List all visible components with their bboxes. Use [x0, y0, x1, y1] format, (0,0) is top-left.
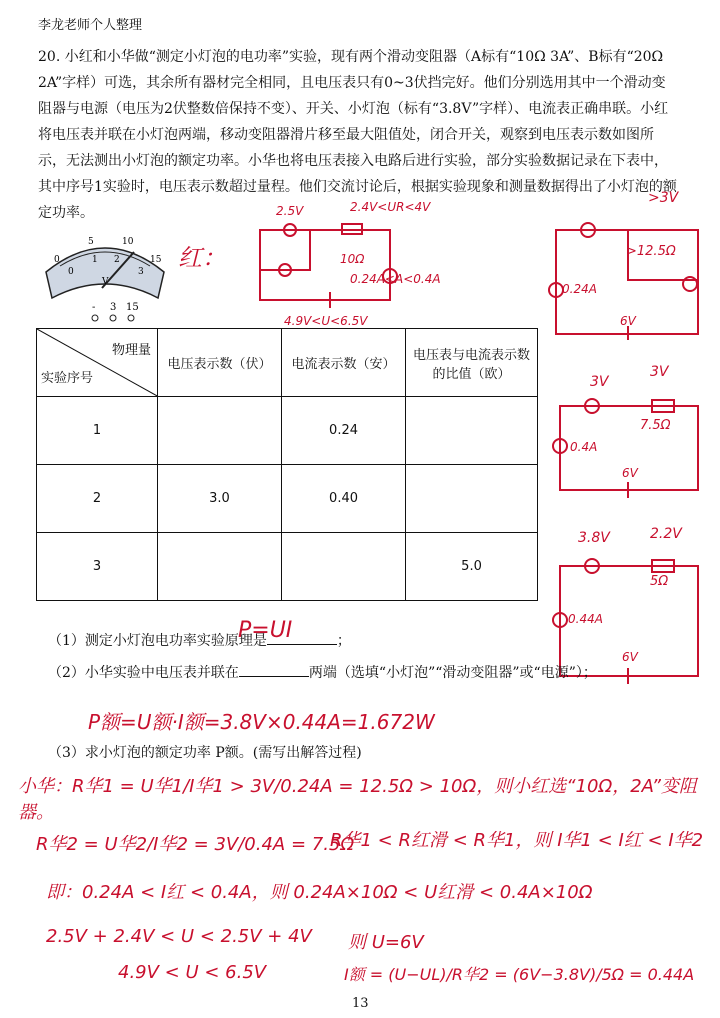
row-i: 0.24 — [282, 397, 406, 465]
row-no: 1 — [37, 397, 158, 465]
table-row — [37, 465, 538, 533]
scale-bot-0: 0 — [68, 267, 74, 277]
row-v — [158, 533, 282, 601]
c2-res: >12.5Ω — [626, 244, 676, 259]
c1-bottom: 4.9V<U<6.5V — [284, 314, 368, 328]
solution-line-1: 小华：R华1 = U华1/I华1 > 3V/0.24A = 12.5Ω > 10Ω，则小红选“10Ω，2A”变阻器。 — [18, 776, 697, 823]
terminal-15: 15 — [126, 302, 139, 313]
row-no: 2 — [37, 465, 158, 533]
c2-top: >3V — [648, 190, 679, 206]
table-corner — [37, 329, 158, 397]
c4-v1: 3.8V — [578, 530, 610, 546]
c3-src: 6V — [622, 466, 638, 480]
scale-top-10: 10 — [122, 237, 134, 247]
row-r — [406, 397, 538, 465]
col-ratio: 电压表与电流表示数的比值（欧） — [406, 329, 538, 397]
problem-number: 20. — [38, 49, 61, 65]
c2-src: 6V — [620, 314, 636, 328]
c4-amp: 0.44A — [568, 612, 603, 626]
c3-res: 7.5Ω — [640, 418, 671, 433]
solution-line-4: 2.5V + 2.4V < U < 2.5V + 4V — [46, 926, 312, 947]
terminal-3: 3 — [110, 302, 117, 313]
table-row — [37, 397, 538, 465]
row-i: 0.40 — [282, 465, 406, 533]
question-2 — [48, 662, 597, 682]
q1-text: （1）测定小灯泡电功率实验原理是 — [48, 633, 267, 649]
row-r: 5.0 — [406, 533, 538, 601]
table-row — [37, 533, 538, 601]
c1-res: 10Ω — [340, 252, 365, 266]
solution-line-5: 4.9V < U < 6.5V — [118, 962, 267, 983]
col-current: 电流表示数（安） — [282, 329, 406, 397]
scale-top-15: 15 — [150, 255, 162, 265]
solution-line-5b: I额 = (U−UL)/R华2 = (6V−3.8V)/5Ω = 0.44A — [344, 965, 695, 984]
c3-v1: 3V — [590, 374, 609, 390]
scale-bot-1: 1 — [92, 255, 98, 265]
scale-top-5: 5 — [88, 237, 94, 247]
corner-bottom: 实验序号 — [41, 371, 94, 386]
c1-top-right: 2.4V<UR<4V — [350, 200, 431, 214]
row-v: 3.0 — [158, 465, 282, 533]
row-no: 3 — [37, 533, 158, 601]
answer-1: P=UI — [238, 618, 293, 643]
solution-line-4b: 则 U=6V — [348, 932, 424, 953]
terminal-minus: - — [92, 302, 96, 313]
data-table — [36, 328, 538, 601]
c4-v2: 2.2V — [650, 526, 682, 542]
page-number: 13 — [352, 996, 369, 1011]
solution-line-2: R华2 = U华2/I华2 = 3V/0.4A = 7.5Ω — [36, 834, 355, 855]
scale-top-0: 0 — [54, 255, 60, 265]
solution-line-2b: R华1 < R红滑 < R华1，则 I华1 < I红 < I华2 — [330, 830, 704, 851]
c4-res: 5Ω — [650, 574, 669, 589]
scale-bot-2: 2 — [114, 255, 120, 265]
page-header: 李龙老师个人整理 — [38, 18, 143, 33]
q2-end: 两端（选填“小灯泡”“滑动变阻器”或“电源”）； — [308, 665, 597, 681]
solution-line-3: 即：0.24A < I红 < 0.4A，则 0.24A×10Ω < U红滑 < 0.4A×10Ω — [46, 882, 593, 903]
c1-top-left: 2.5V — [276, 204, 304, 218]
c3-amp: 0.4A — [570, 440, 598, 454]
corner-top: 物理量 — [111, 343, 151, 358]
c3-v2: 3V — [650, 364, 669, 380]
question-3: （3）求小灯泡的额定功率 P额。(需写出解答过程) — [48, 745, 362, 761]
row-i — [282, 533, 406, 601]
circuit-1 — [250, 210, 400, 310]
problem-text — [38, 44, 678, 226]
scale-bot-3: 3 — [138, 267, 144, 277]
voltmeter-figure — [40, 226, 170, 326]
c2-amp: 0.24A — [562, 282, 597, 296]
row-v — [158, 397, 282, 465]
c4-src: 6V — [622, 650, 638, 664]
meter-unit: V — [102, 277, 109, 287]
power-formula: P额=U额·I额=3.8V×0.44A=1.672W — [88, 710, 435, 734]
q2-text: （2）小华实验中电压表并联在 — [48, 665, 239, 681]
c1-amp: 0.24A<A<0.4A — [350, 272, 441, 286]
q1-end: ； — [336, 633, 351, 649]
meter-face — [46, 248, 164, 298]
col-voltage: 电压表示数（伏） — [158, 329, 282, 397]
row-r — [406, 465, 538, 533]
red-label: 红： — [178, 244, 226, 272]
question-1 — [48, 630, 351, 650]
problem-body: 小红和小华做“测定小灯泡的电功率”实验，现有两个滑动变阻器（A标有“10Ω 3A”、B标有“20Ω 2A”字样）可选，其余所有器材完全相同，且电压表只有0~3伏挡完好。他们分别选用其中一个滑动变阻器与电源（电压为2伏整数倍保持不变）、开关、小灯泡（标有“3.8V”字样）、电流表正确串联。小红将电压表并联在小灯泡两端，移动变阻器滑片移至最大阻值处，闭合开关，观察到电压表示数如图所示，无法测出小灯泡的额定功率。小华也将电压表接入电路后进行实验，部分实验数据记录在下表中，其中序号1实验时，电压表示数超过量程。他们交流讨论后，根据实验现象和测量数据得出了小灯泡的额定功率。 — [38, 49, 677, 221]
